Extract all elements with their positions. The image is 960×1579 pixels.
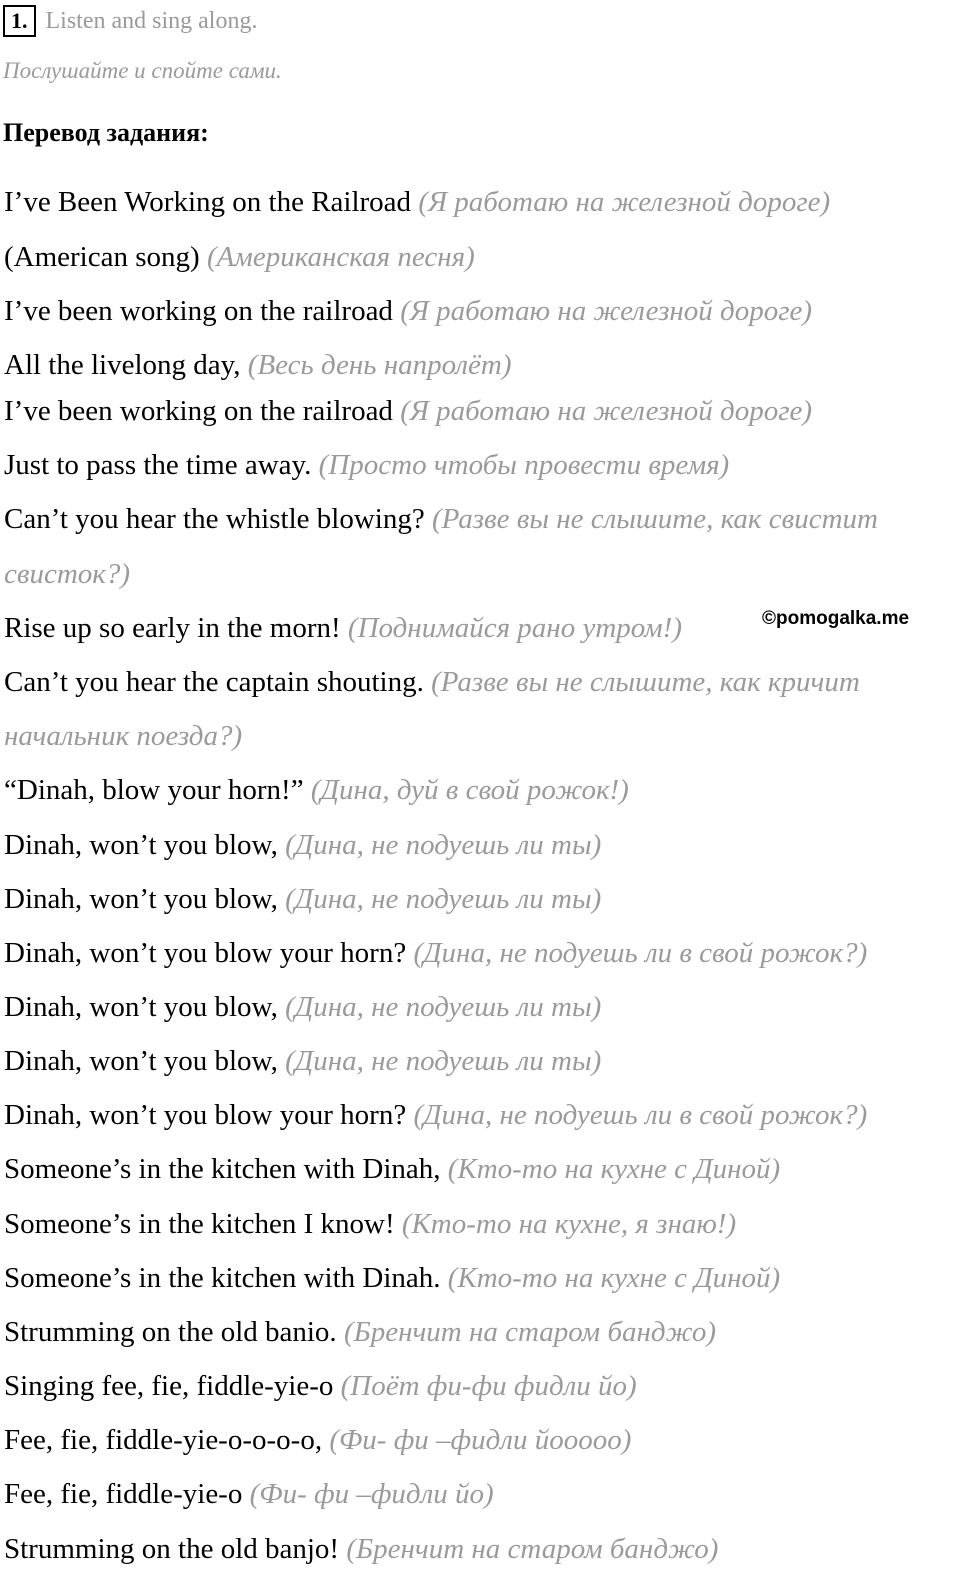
lyric-line bbox=[4, 1044, 601, 1078]
lyric-ru: (Я работаю на железной дороге) bbox=[400, 295, 813, 327]
lyric-line-continued bbox=[4, 719, 242, 753]
lyric-en: All the livelong day, bbox=[4, 349, 241, 381]
lyric-ru: свисток?) bbox=[4, 558, 130, 590]
lyric-en: Someone’s in the kitchen with Dinah, bbox=[4, 1153, 441, 1185]
lyric-en: Fee, fie, fiddle-yie-o bbox=[4, 1478, 243, 1510]
lyric-line bbox=[4, 936, 867, 970]
lyric-line bbox=[4, 611, 682, 645]
lyric-en: Dinah, won’t you blow, bbox=[4, 829, 278, 861]
lyric-ru: (Бренчит на старом банджо) bbox=[346, 1533, 719, 1565]
lyric-en: Fee, fie, fiddle-yie-o-o-o-o, bbox=[4, 1424, 323, 1456]
lyric-line bbox=[4, 990, 601, 1024]
lyric-ru: (Разве вы не слышите, как кричит bbox=[431, 666, 860, 698]
lyric-ru: (Дина, дуй в свой рожок!) bbox=[310, 774, 629, 806]
lyric-line bbox=[4, 1423, 631, 1457]
lyric-line bbox=[4, 1369, 637, 1403]
lyric-line bbox=[4, 240, 475, 274]
lyric-ru: начальник поезда?) bbox=[4, 720, 243, 752]
lyric-ru: (Кто-то на кухне, я знаю!) bbox=[401, 1208, 737, 1240]
lyric-ru: (Дина, не подуешь ли ты) bbox=[285, 883, 602, 915]
lyric-line bbox=[4, 1477, 494, 1511]
lyric-en: Someone’s in the kitchen with Dinah. bbox=[4, 1262, 448, 1294]
lyric-ru: (Дина, не подуешь ли ты) bbox=[285, 991, 602, 1023]
task-header bbox=[3, 4, 257, 38]
lyric-ru: (Кто-то на кухне с Диной) bbox=[447, 1262, 781, 1294]
lyric-en: I’ve been working on the railroad bbox=[4, 295, 393, 327]
lyric-ru: (Кто-то на кухне с Диной) bbox=[447, 1153, 781, 1185]
lyric-en: Strumming on the old banio. bbox=[4, 1316, 337, 1348]
lyric-line bbox=[4, 394, 812, 428]
lyric-en: I’ve Been Working on the Railroad bbox=[4, 186, 412, 218]
task-instruction-translation: Послушайте и спойте сами. bbox=[3, 58, 282, 83]
lyric-en: Can’t you hear the captain shouting. bbox=[4, 666, 424, 698]
lyric-line bbox=[4, 448, 729, 482]
lyric-en: Singing fee, fie, fiddle-yie-o bbox=[4, 1370, 334, 1402]
lyric-ru: (Американская песня) bbox=[206, 241, 475, 273]
lyric-ru: (Я работаю на железной дороге) bbox=[400, 395, 813, 427]
lyric-ru: (Бренчит на старом банджо) bbox=[343, 1316, 716, 1348]
lyric-en: Dinah, won’t you blow, bbox=[4, 1045, 278, 1077]
lyric-line-continued bbox=[4, 557, 130, 591]
lyric-en: Dinah, won’t you blow, bbox=[4, 991, 278, 1023]
lyric-line bbox=[4, 348, 511, 382]
lyric-en: I’ve been working on the railroad bbox=[4, 395, 393, 427]
lyric-en: Dinah, won’t you blow, bbox=[4, 883, 278, 915]
lyric-en: Can’t you hear the whistle blowing? bbox=[4, 503, 425, 535]
lyric-en: Just to pass the time away. bbox=[4, 449, 312, 481]
lyric-ru: (Дина, не подуешь ли в свой рожок?) bbox=[413, 1099, 868, 1131]
lyric-en: (American song) bbox=[4, 241, 200, 273]
lyric-line bbox=[4, 1261, 780, 1295]
lyric-en: Dinah, won’t you blow your horn? bbox=[4, 1099, 407, 1131]
watermark: ©pomogalka.me bbox=[762, 608, 910, 629]
lyric-line bbox=[4, 1532, 718, 1566]
lyric-line bbox=[4, 185, 830, 219]
lyric-ru: (Просто чтобы провести время) bbox=[318, 449, 730, 481]
task-number: 1. bbox=[3, 5, 36, 37]
lyric-en: Dinah, won’t you blow your horn? bbox=[4, 937, 407, 969]
lyric-ru: (Весь день напролёт) bbox=[247, 349, 512, 381]
lyric-line bbox=[4, 665, 860, 699]
lyric-line bbox=[4, 1315, 716, 1349]
lyric-ru: (Разве вы не слышите, как свистит bbox=[431, 503, 878, 535]
lyric-ru: (Я работаю на железной дороге) bbox=[418, 186, 831, 218]
lyric-line bbox=[4, 502, 878, 536]
lyric-ru: (Фи- фи –фидли йооооо) bbox=[329, 1424, 632, 1456]
lyric-ru: (Поднимайся рано утром!) bbox=[347, 612, 682, 644]
lyric-ru: (Поёт фи-фи фидли йо) bbox=[340, 1370, 637, 1402]
lyric-en: “Dinah, blow your horn!” bbox=[4, 774, 304, 806]
lyric-ru: (Дина, не подуешь ли ты) bbox=[285, 1045, 602, 1077]
lyric-ru: (Дина, не подуешь ли в свой рожок?) bbox=[413, 937, 868, 969]
translation-heading: Перевод задания: bbox=[3, 118, 209, 147]
lyric-en: Someone’s in the kitchen I know! bbox=[4, 1208, 395, 1240]
lyric-line bbox=[4, 1098, 867, 1132]
lyric-line bbox=[4, 294, 812, 328]
lyric-ru: (Дина, не подуешь ли ты) bbox=[285, 829, 602, 861]
lyric-line bbox=[4, 882, 601, 916]
lyric-en: Strumming on the old banjo! bbox=[4, 1533, 340, 1565]
task-instruction: Listen and sing along. bbox=[45, 7, 258, 34]
lyric-line bbox=[4, 773, 629, 807]
lyric-line bbox=[4, 1207, 736, 1241]
lyric-line bbox=[4, 1152, 780, 1186]
lyric-ru: (Фи- фи –фидли йо) bbox=[249, 1478, 494, 1510]
lyric-line bbox=[4, 828, 601, 862]
lyric-en: Rise up so early in the morn! bbox=[4, 612, 341, 644]
